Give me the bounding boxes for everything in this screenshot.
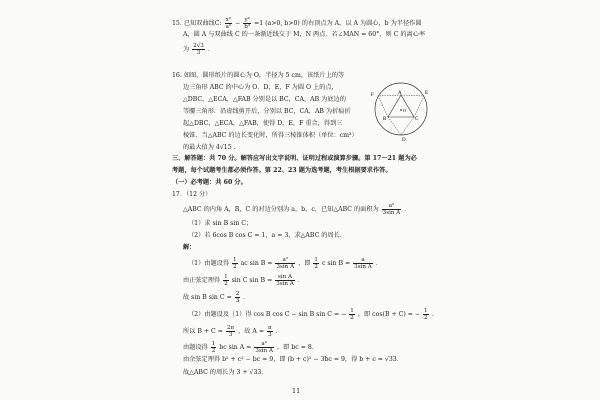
problem-17-q1: （1）求 sin B sin C；: [188, 220, 253, 227]
problem-16-line-3: △DBC，△ECA，△FAB 分别是以 BC，CA，AB 为底边的: [183, 96, 346, 103]
problem-16-line-2: 边三角形 ABC 的中心为 O．D，E，F 为圆 O 上的点，: [183, 84, 338, 91]
problem-16-line-4: 等腰三角形．沿虚线剪开后，分别以 BC，CA，AB 为折痕折: [183, 108, 351, 115]
section-3-line-1: 三、解答题：共 70 分。解答应写出文字说明、证明过程或演算步骤。第 17～21 题为必: [172, 155, 417, 162]
problem-16-figure: [361, 75, 441, 143]
solution-step-4: （2）由题设及（1）得 cos B cos C − sin B sin C = − $\frac{1}{2}$ ，即 cos(B + C) = − $\frac{1}{2}$ ．: [188, 308, 438, 321]
problem-15-line-2: A，圆 A 与双曲线 C 的一条渐近线交于 M，N 两点．若∠MAN = 60°，则 C 的离心率: [183, 31, 426, 38]
label-f: F: [371, 93, 374, 98]
problem-16-line-6: 棱锥．当△ABC 的边长变化时，所得三棱锥体积（单位：cm³）: [183, 132, 358, 139]
label-a: A: [398, 91, 402, 96]
problem-15-answer: 为 $\frac{2√3}{3}$ ．: [183, 43, 214, 56]
problem-16-line-7: 的最大值为 4√15 .: [183, 144, 236, 151]
label-o: O: [403, 108, 407, 113]
triangle-eca: [401, 95, 424, 117]
problem-17-header: 17．（12 分）: [172, 191, 212, 198]
solution-label: 解：: [183, 244, 196, 251]
triangle-abc: [388, 95, 414, 117]
point-o: [400, 109, 402, 111]
solution-step-5: 所以 B + C = $\frac{2\pi}{3}$ ，故 A = $\frac{\pi}{3}$ ．: [183, 325, 282, 338]
solution-step-2: 由正弦定理得 $\frac{1}{2}$ sin C sin B = $\frac{\text{sin A}}{\text{3sin A}}$ ．: [183, 274, 305, 287]
section-3-line-2: 考题，每个试题考生都必须作答。第 22、23 题为选考题，考生根据要求作答。: [172, 167, 392, 174]
label-d: D: [402, 138, 406, 143]
problem-17-stem: △ABC 的内角 A，B，C 的对边分别为 a，b，c，已知△ABC 的面积为 $\frac{\text{a²}}{\text{3sin A}}$ ．: [183, 203, 411, 216]
triangle-dbc: [388, 117, 414, 135]
section-3-sub: （一）必考题：共 60 分。: [172, 179, 247, 186]
problem-16-line-5: 起△DBC，△ECA，△FAB，使得 D，E，F 重合，得到三: [183, 120, 343, 127]
solution-step-1: （1）由题设得 $\frac{1}{2}$ ac sin B = $\frac{\text{a²}}{\text{3sin A}}$ ，即 $\frac{1}{2}$ c sin B = $\frac{a}{\text{3sin A}}$ ．: [188, 257, 382, 270]
problem-15-line-1: 15. 已知双曲线C: $\frac{\text{x²}}{\text{a²}}$ − $\frac{\text{y²}}{\text{b²}}$ =1 (a>0, b>0) 的右顶点为 A，以 A 为圆心，b 为半径作圆: [172, 17, 422, 30]
triangle-fab: [378, 95, 401, 117]
label-c: C: [415, 117, 419, 122]
problem-17-q2: （2）若 6cos B cos C = 1，a = 3，求△ABC 的周长．: [188, 232, 347, 239]
label-e: E: [425, 91, 429, 96]
solution-step-8: 故△ABC 的周长为 3 + √33．: [183, 369, 268, 376]
solution-step-3: 故 sin B sin C = $\frac{2}{3}$ ．: [183, 291, 250, 304]
problem-16-line-1: 16. 如图，圆形纸片的圆心为 O，半径为 5 cm，该纸片上的等: [172, 72, 345, 79]
solution-step-7: 由余弦定理得 b² + c² − bc = 9，即 (b + c)² − 3bc = 9，得 b + c = √33．: [183, 356, 403, 363]
solution-step-6: 由题设得 $\frac{1}{2}$ bc sin A = $\frac{\text{a²}}{\text{3sin A}}$ ，即 bc = 8．: [183, 341, 318, 354]
label-b: B: [383, 117, 387, 122]
page-number: 11: [292, 387, 301, 395]
